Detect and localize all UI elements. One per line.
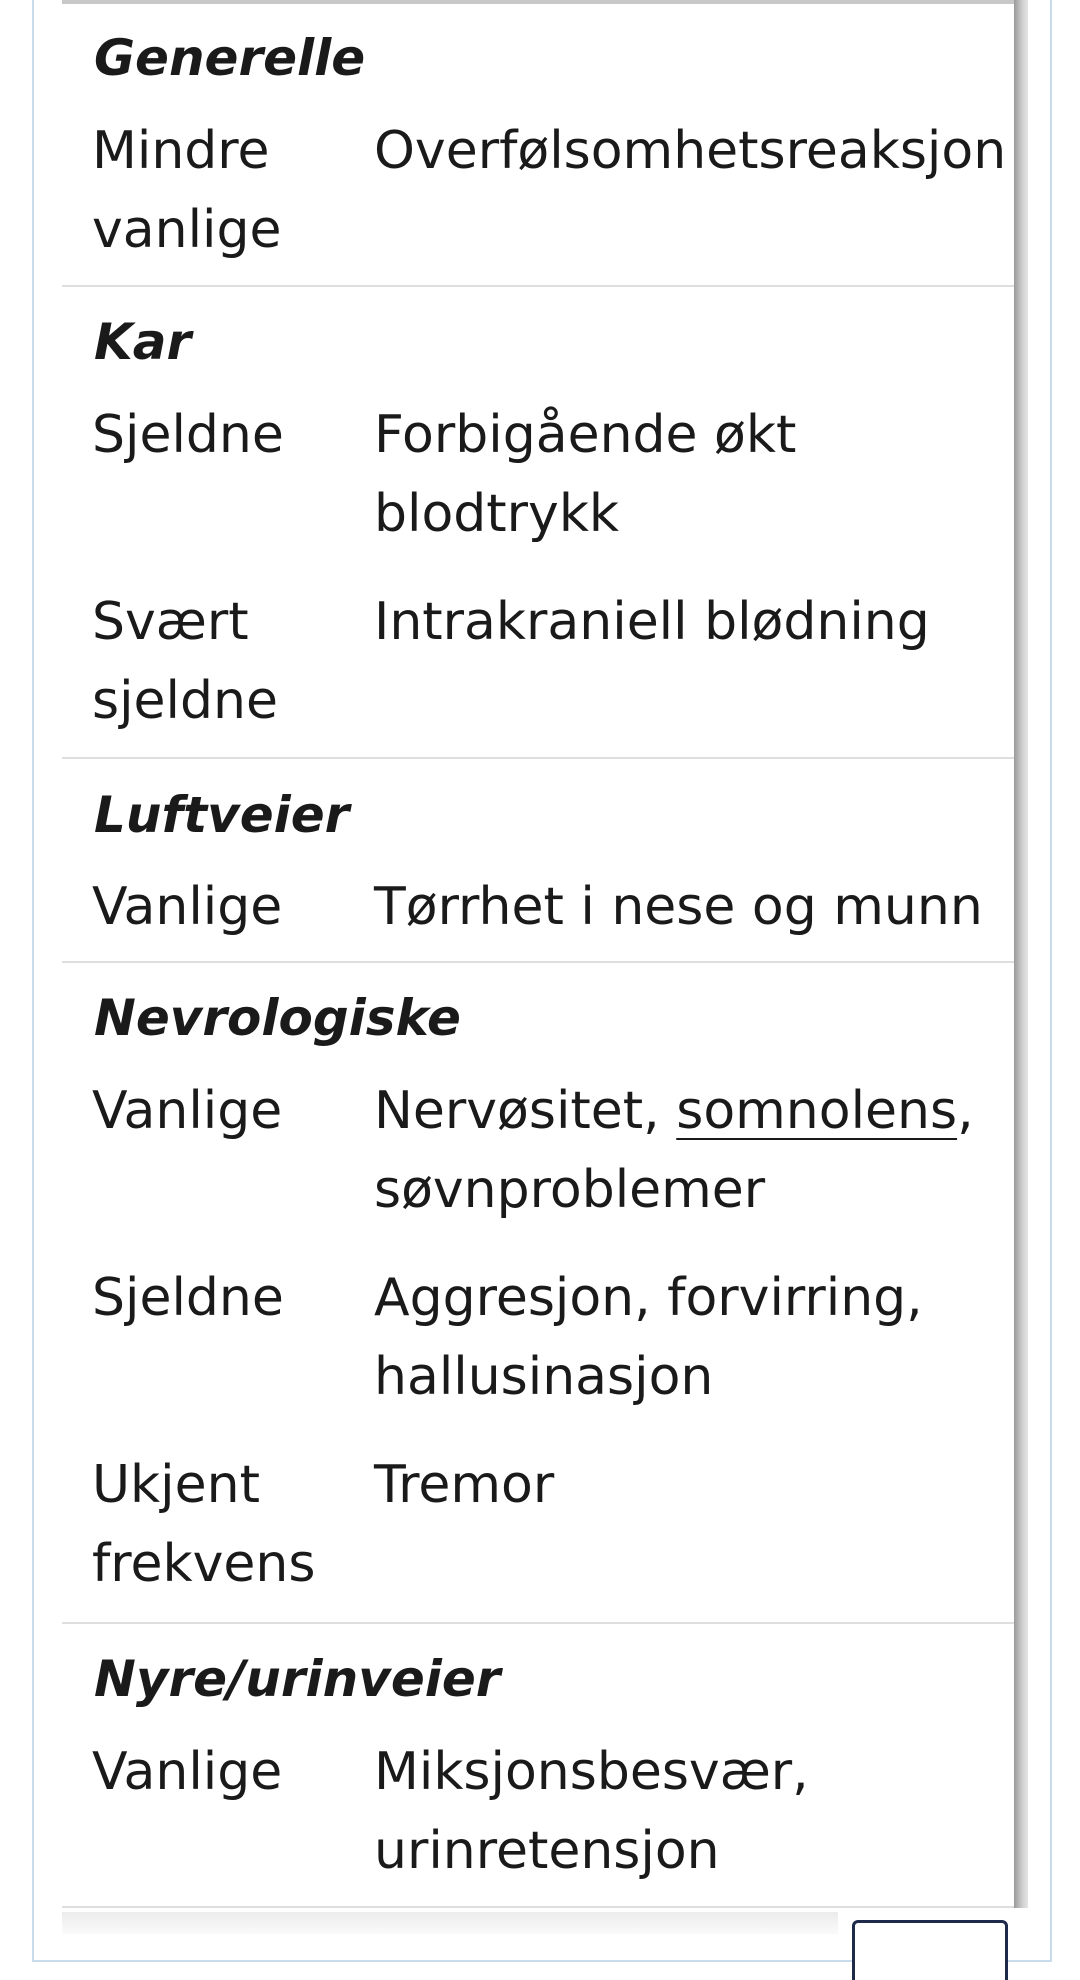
floating-button[interactable] bbox=[852, 1920, 1008, 1980]
effect-cell: Tremor bbox=[374, 1455, 555, 1515]
section-luftveier bbox=[62, 759, 1018, 963]
effect-cell: Tørrhet i nese og munn bbox=[374, 877, 983, 937]
frequency-cell: Sjeldne bbox=[92, 405, 284, 465]
frequency-cell: Vanlige bbox=[92, 1081, 283, 1141]
glossary-link-somnolens[interactable]: somnolens bbox=[676, 1081, 958, 1141]
section-heading: Nevrologiske bbox=[94, 989, 461, 1047]
effect-text: Miksjonsbesvær, urinretensjon bbox=[374, 1742, 809, 1881]
frequency-cell: Vanlige bbox=[92, 877, 283, 937]
frequency-cell: Mindre vanlige bbox=[92, 121, 282, 260]
adverse-effects-table bbox=[62, 0, 1018, 1910]
frequency-cell: Svært sjeldne bbox=[92, 592, 278, 731]
top-shadow bbox=[62, 0, 1018, 4]
frequency-cell: Ukjent frekvens bbox=[92, 1455, 316, 1594]
section-nyre-urinveier bbox=[62, 1624, 1018, 1908]
section-heading: Nyre/urinveier bbox=[94, 1650, 501, 1708]
section-generelle bbox=[62, 0, 1018, 287]
section-heading: Generelle bbox=[94, 29, 366, 87]
effect-cell bbox=[374, 1733, 934, 1891]
effect-cell: Overfølsomhetsreaksjon bbox=[374, 121, 1007, 181]
effect-cell: Intrakraniell blødning bbox=[374, 592, 930, 652]
effect-cell bbox=[374, 1072, 1014, 1230]
frequency-cell: Sjeldne bbox=[92, 1268, 284, 1328]
frequency-cell: Vanlige bbox=[92, 1742, 283, 1802]
bottom-edge bbox=[62, 1912, 838, 1934]
section-kar bbox=[62, 287, 1018, 759]
effect-text: , søvnproblemer bbox=[374, 1081, 974, 1220]
effect-text: Aggresjon, forvirring, hallusinasjon bbox=[374, 1268, 923, 1407]
section-heading: Luftveier bbox=[94, 786, 350, 844]
section-nevrologiske bbox=[62, 963, 1018, 1624]
scrollbar[interactable] bbox=[1014, 0, 1028, 1908]
effect-cell bbox=[374, 396, 854, 554]
effect-text: Forbigående økt blodtrykk bbox=[374, 405, 797, 544]
effect-text: Nervøsitet, bbox=[374, 1081, 677, 1141]
effect-cell bbox=[374, 1259, 974, 1417]
section-heading: Kar bbox=[94, 313, 192, 371]
